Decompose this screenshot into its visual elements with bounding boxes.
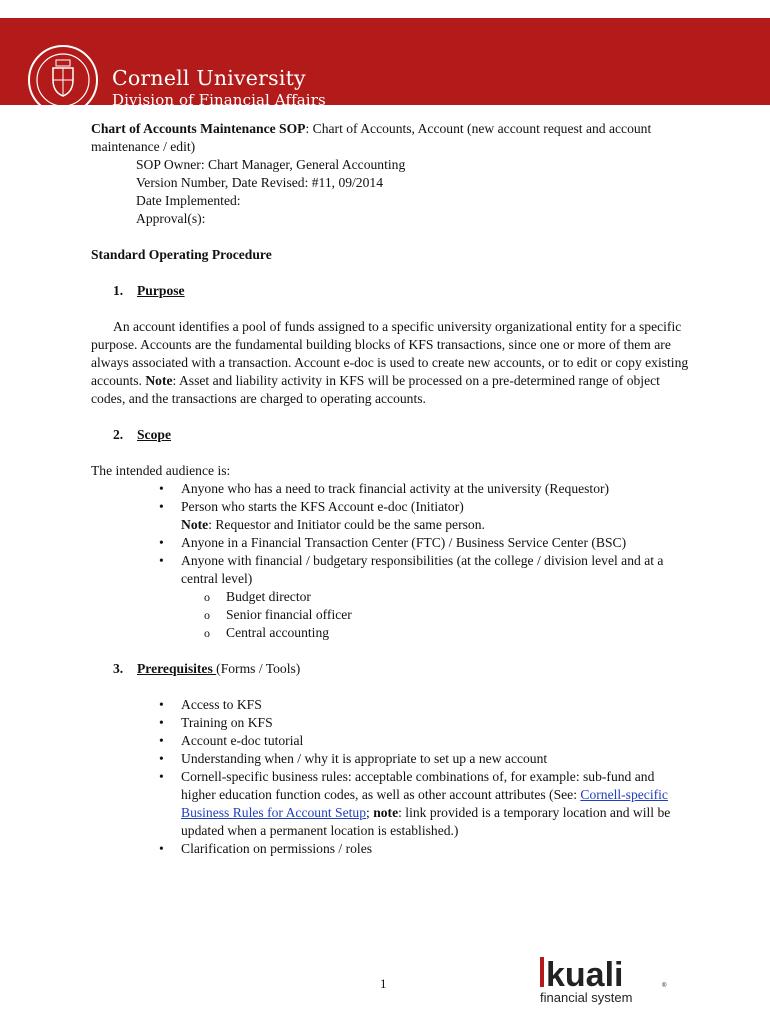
section-scope-heading: 2. Scope [113, 427, 171, 442]
kuali-logo [538, 955, 668, 1005]
date-implemented: Date Implemented: [136, 193, 241, 208]
doc-title-rest: : Chart of Accounts, Account (new account request and account maintenance / edit) [91, 121, 652, 154]
org-line2: Division of Financial Affairs [112, 90, 326, 109]
list-item: • Person who starts the KFS Account e-doc (Initiator) Note: Requestor and Initiator could be the same person. [91, 498, 691, 534]
sop-heading: Standard Operating Procedure [91, 247, 272, 262]
list-item: • Anyone in a Financial Transaction Center (FTC) / Business Service Center (BSC) [91, 534, 691, 552]
section-purpose-heading: 1. Purpose [113, 283, 185, 298]
header-banner [0, 18, 770, 109]
kuali-logo-word: kuali [546, 956, 624, 994]
approvals: Approval(s): [136, 211, 206, 226]
purpose-text: An account identifies a pool of funds assigned to a specific university organizational entity for a specific purpose. Accounts are the fundamental building blocks of KFS transactions, since one or more of them are always associated with a transaction. Account e-doc is used to create new accounts, or to edit or copy existing accounts. Note: Asset and liability activity in KFS will be processed on a pre-determined range of object codes, and the transactions are charged to operating accounts. [91, 319, 689, 406]
list-item: o Budget director [91, 588, 691, 606]
list-item: • Clarification on permissions / roles [91, 840, 691, 858]
org-name [112, 68, 326, 108]
list-item: • Anyone with financial / budgetary responsibilities (at the college / division level and at a central level) [91, 552, 691, 588]
doc-title-bold: Chart of Accounts Maintenance SOP [91, 121, 306, 136]
list-item: o Senior financial officer [91, 606, 691, 624]
list-item: • Cornell-specific business rules: acceptable combinations of, for example: sub-fund and higher education function codes, as well as other account attributes (See: Cornell-specific Business Rules for Account Setup; note: link provided is a temporary location and will be updated when a permanent location is established.) [91, 768, 691, 840]
cornell-seal-icon [27, 44, 99, 116]
svg-text:®: ® [662, 983, 667, 989]
scope-sublist [91, 588, 691, 642]
list-item: • Anyone who has a need to track financial activity at the university (Requestor) [91, 480, 691, 498]
list-item: o Central accounting [91, 624, 691, 642]
document-body [91, 120, 691, 858]
list-item: • Understanding when / why it is appropriate to set up a new account [91, 750, 691, 768]
list-item: • Access to KFS [91, 696, 691, 714]
page-number: 1 [380, 976, 387, 991]
scope-intro: The intended audience is: [91, 463, 231, 478]
list-item: • Account e-doc tutorial [91, 732, 691, 750]
section-prereq-heading: 3. Prerequisites (Forms / Tools) [113, 661, 301, 676]
scope-list [91, 480, 691, 588]
sop-owner: SOP Owner: Chart Manager, General Accounting [136, 157, 406, 172]
version-info: Version Number, Date Revised: #11, 09/2014 [136, 175, 383, 190]
doc-title [91, 120, 691, 156]
list-item: • Training on KFS [91, 714, 691, 732]
prereq-list [91, 696, 691, 858]
kuali-logo-sub: financial system [540, 990, 633, 1005]
business-rules-link[interactable]: Cornell-specific Business Rules for Account Setup [181, 787, 668, 820]
org-line1: Cornell University [112, 66, 306, 90]
